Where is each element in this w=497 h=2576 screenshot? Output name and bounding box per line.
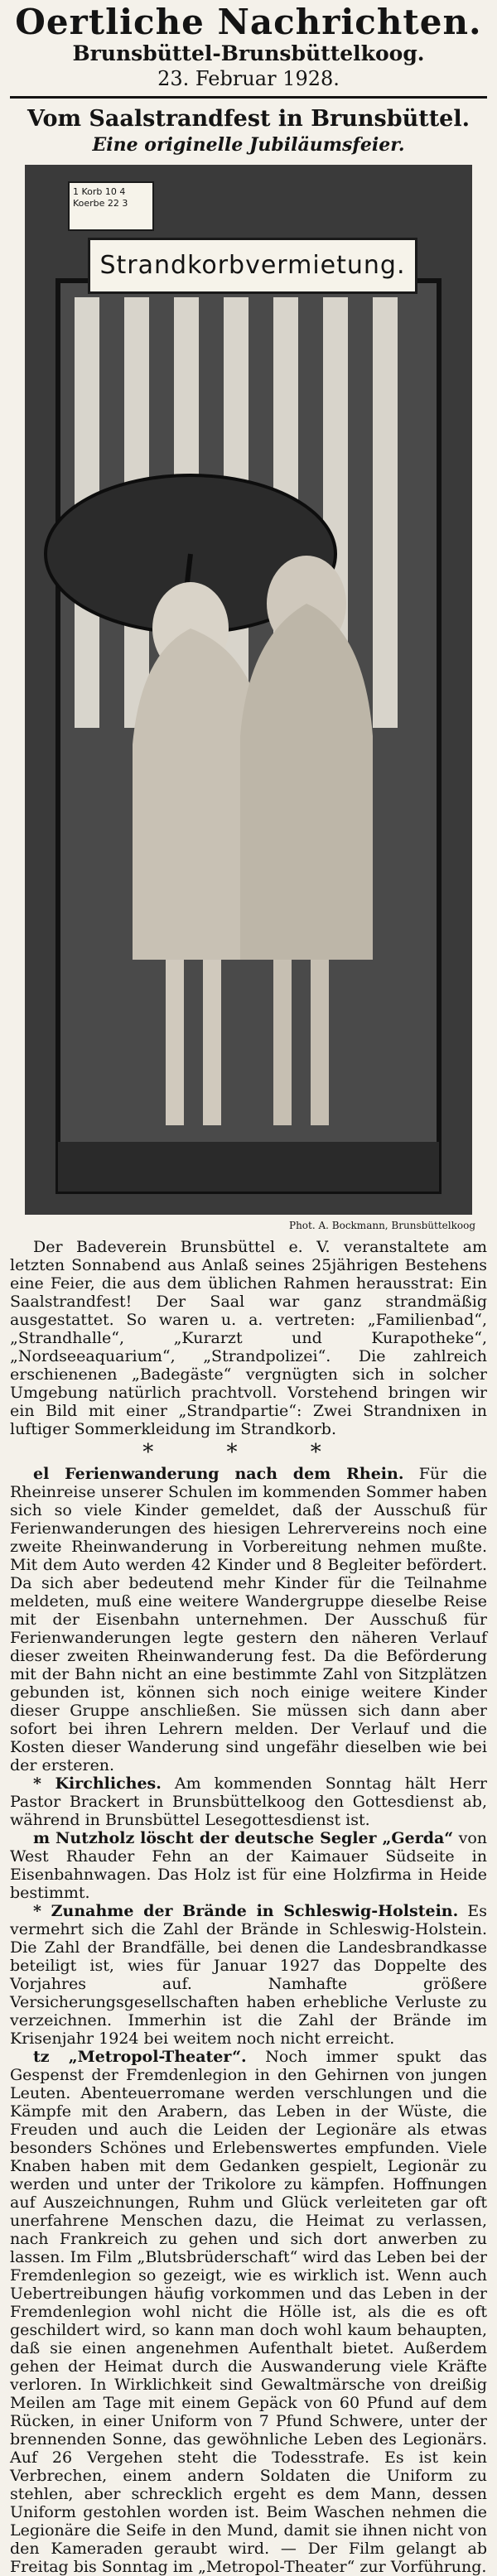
strandkorb-photo (25, 165, 472, 1215)
paragraph-text: Für die Rheinreise unserer Schulen im kommenden Sommer haben sich so viele Kinder gemeldet, daß der Ausschuß für Ferienwanderungen des hiesigen Lehrervereins noch eine zweite Rheinwanderung in Vorbereitung nehmen mußte. Mit dem Auto werden 42 Kinder und 8 Begleiter befördert. Da sich aber bedeutend mehr Kinder für die Teilnahme meldeten, muß eine weitere Wandergruppe dieselbe Reise mit der Eisenbahn unternehmen. Der Ausschuß für Ferienwanderungen legte gestern den näheren Verlauf dieser zweiten Rheinwanderung fest. Da die Beförderung mit der Bahn nicht an eine bestimmte Zahl von Sitzplätzen gebunden ist, können sich noch einige weitere Kinder dieser Gruppe anschließen. Sie müssen sich dann aber sofort bei ihren Lehrern melden. Der Verlauf und die Kosten dieser Wanderung sind ungefähr dieselben wie bei der ersteren. (10, 1465, 487, 1774)
section-separator: * * * (142, 1440, 355, 1465)
article-headline: Vom Saalstrandfest in Brunsbüttel. (27, 106, 470, 132)
article-body (10, 1238, 487, 2576)
paragraph-metropol-theater (10, 2048, 487, 2576)
paragraph-text: Noch immer spukt das Gespenst der Fremdenlegion in den Gehirnen von jungen Leuten. Abenteuerromane werden verschlungen und die Kämpfe mit den Arabern, das Leben in der Wüste, die Freuden und auch die Leiden der Legionäre als etwas besonders Schönes und Erlebenswertes empfunden. Viele Knaben haben mit dem Gedanken gespielt, Legionär zu werden und unter der Trikolore zu kämpfen. Hoffnungen auf Auszeichnungen, Ruhm und Glück verleiteten gar oft unerfahrene Menschen dazu, die Heimat zu verlassen, nach Frankreich zu gehen und sich dort anwerben zu lassen. Im Film „Blutsbrüderschaft“ wird das Leben bei der Fremdenlegion so gezeigt, wie es wirklich ist. Wenn auch Uebertreibungen häufig vorkommen und das Leben in der Fremdenlegion wohl nicht die Hölle ist, als die es oft geschildert wird, so kann man doch wohl kaum behaupten, daß sie einen angenehmen Aufenthalt bietet. Außerdem gehen der Heimat durch die Auswanderung viele Kräfte verloren. In Wirklichkeit sind Gewaltmärsche von dreißig Meilen am Tage mit einem Gepäck von 60 Pfund auf dem Rücken, in einer Uniform von 7 Pfund Schwere, unter der brennenden Sonne, das gewöhnliche Leben des Legionärs. Auf 26 Vergehen steht die Todesstrafe. Es ist kein Verbrechen, einem andern Soldaten die Uniform zu stehlen, aber schrecklich ergeht es dem Mann, dessen Uniform gestohlen worden ist. Beim Waschen nehmen die Legionäre die Seife in den Mund, damit sie ihnen nicht von den Kameraden geraubt wird. — Der Film gelangt ab Freitag bis Sonntag im „Metropol-Theater“ zur Vorführung. (10, 2048, 487, 2576)
photo-credit: Phot. A. Bockmann, Brunsbüttelkoog (289, 1220, 475, 1231)
paragraph-lead: * Kirchliches. (33, 1774, 162, 1793)
paragraph-nutzholz (10, 1829, 487, 1902)
paragraph-lead: tz „Metropol-Theater“. (33, 2048, 247, 2066)
paragraph-lead: el Ferienwanderung nach dem Rhein. (33, 1465, 404, 1483)
paragraph-kirchliches (10, 1774, 487, 1829)
price-tag: 1 Korb 10 4 Koerbe 22 3 (68, 181, 154, 231)
paragraph-ferienwanderung (10, 1465, 487, 1774)
paragraph-braende (10, 1902, 487, 2048)
paragraph-lead: m Nutzholz löscht der deutsche Segler „Gerda“ (33, 1829, 454, 1847)
paragraph-lead: * Zunahme der Brände in Schleswig-Holstein. (33, 1902, 459, 1920)
article-subheadline: Eine originelle Jubiläumsfeier. (92, 134, 405, 156)
divider (10, 96, 487, 99)
rental-sign: Strandkorbvermietung. (88, 238, 417, 294)
section-title: Oertliche Nachrichten. (15, 2, 482, 42)
location-line: Brunsbüttel-Brunsbüttelkoog. (72, 41, 425, 65)
masthead (10, 3, 487, 91)
paragraph-text: von West Rhauder Fehn an der Kaimauer Südseite in Eisenbahnwagen. Das Holz ist für eine Holzfirma in Heide bestimmt. (10, 1829, 487, 1902)
paragraph-strandfest: Der Badeverein Brunsbüttel e. V. veranstaltete am letzten Sonnabend aus Anlaß seines 25jährigen Bestehens eine Feier, die aus dem üblichen Rahmen herausstrat: Ein Saalstrandfest! Der Saal war ganz strandmäßig ausgestattet. So waren u. a. vertreten: „Familienbad“, „Strandhalle“, „Kurarzt und Kurapotheke“, „Nordseeaquarium“, „Strandpolizei“. Die zahlreich erschienenen „Badegäste“ vergnügten sich in solcher Umgebung natürlich prachtvoll. Vorstehend bringen wir ein Bild mit einer „Strandpartie“: Zwei Strandnixen in luftiger Sommerkleidung im Strandkorb. (10, 1238, 487, 1438)
paragraph-text: Am kommenden Sonntag hält Herr Pastor Brackert in Brunsbüttelkoog den Gottesdienst ab, während in Brunsbüttel Lesegottesdienst ist. (10, 1774, 487, 1829)
date-line: 23. Februar 1928. (157, 67, 340, 90)
photo-illustration (25, 165, 472, 1215)
paragraph-text: Es vermehrt sich die Zahl der Brände in Schleswig-Holstein. Die Zahl der Brandfälle, bei denen die Landesbrandkasse beteiligt ist, wies für Januar 1927 das Doppelte des Vorjahres auf. Namhafte größere Versicherungsgesellschaften haben erhebliche Verluste zu verzeichnen. Immerhin ist die Zahl der Brände im Krisenjahr 1924 bei weitem noch nicht erreicht. (10, 1902, 487, 2048)
